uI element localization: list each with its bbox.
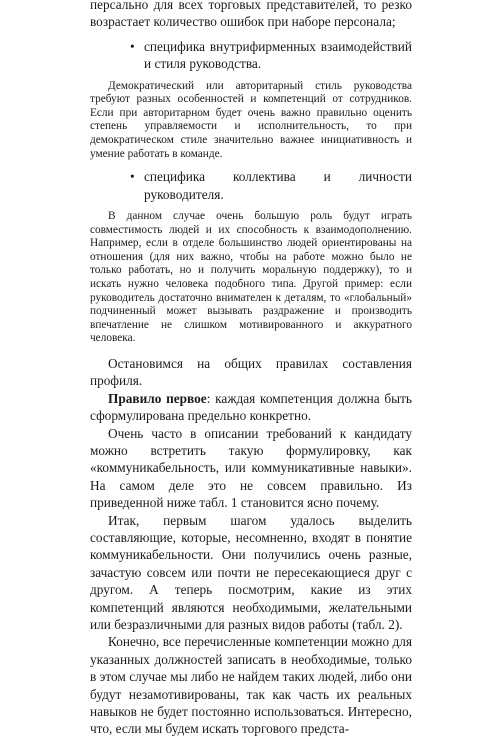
- bullet-text: специфика внутрифирменных взаимодействий и стиля руководства.: [144, 38, 412, 72]
- bullet-item: [90, 168, 412, 203]
- note-paragraph: Демократический или авторитарный стиль руководства требуют разных особенностей и компетенций от сотрудников. Если при авторитарном будет очень важно правильно оценить степень управляемости и исполнительность, то при демократическом стиле значительно важнее инициативность и умение работать в команде.: [90, 79, 412, 160]
- bullet-icon: •: [130, 38, 135, 54]
- rule-heading: Правило первое: [108, 390, 207, 406]
- paragraph: Конечно, все перечисленные компетенции можно для указанных должностей записать в необходимые, только в этом случае мы либо не найдем таких людей, либо они будут незамотивированы, так как часть их реальных навыков не будет постоянно использоваться. Интересно, что, если мы будем искать торгового предста-: [90, 634, 412, 737]
- note-paragraph: В данном случае очень большую роль будут играть совместимость людей и их способность к взаимодополнению. Например, если в отделе большинство людей ориентированы на отношения (для них важно, чтобы на работе можно было не только работать, но и получить моральную поддержку), то и искать нужно человека подобного типа. Другой пример: если руководитель достаточно внимателен к деталям, то «глобальный» подчиненный может вызывать раздражение и производить впечатление не слишком мотивированного и аккуратного человека.: [90, 210, 412, 345]
- rule-text: : каждая компетенция должна быть сформулирована предельно конкретно.: [90, 390, 412, 424]
- paragraph: [90, 390, 412, 425]
- bullet-item: [90, 38, 412, 73]
- paragraph: Остановимся на общих правилах составления профиля.: [90, 355, 412, 389]
- paragraph: Итак, первым шагом удалось выделить составляющие, которые, несомненно, входят в понятие коммуникабельности. Они получились очень разные, зачастую совсем или почти не пересекающиеся друг с другом. А теперь посмотрим, какие из этих компетенций являются необходимыми, желательными или безразличными для разных видов работы (табл. 2).: [90, 512, 412, 633]
- paragraph-continued: персально для всех торговых представителей, то резко возрастает количество ошибок при наборе персонала;: [90, 0, 412, 30]
- text-column: [90, 0, 412, 738]
- paragraph: Очень часто в описании требований к кандидату можно встретить такую формулировку, как «коммуникабельность, или коммуникативные навыки». На самом деле это не совсем правильно. Из приведенной ниже табл. 1 становится ясно почему.: [90, 425, 412, 511]
- bullet-text: специфика коллектива и личности руководителя.: [144, 169, 412, 202]
- bullet-icon: •: [130, 169, 135, 185]
